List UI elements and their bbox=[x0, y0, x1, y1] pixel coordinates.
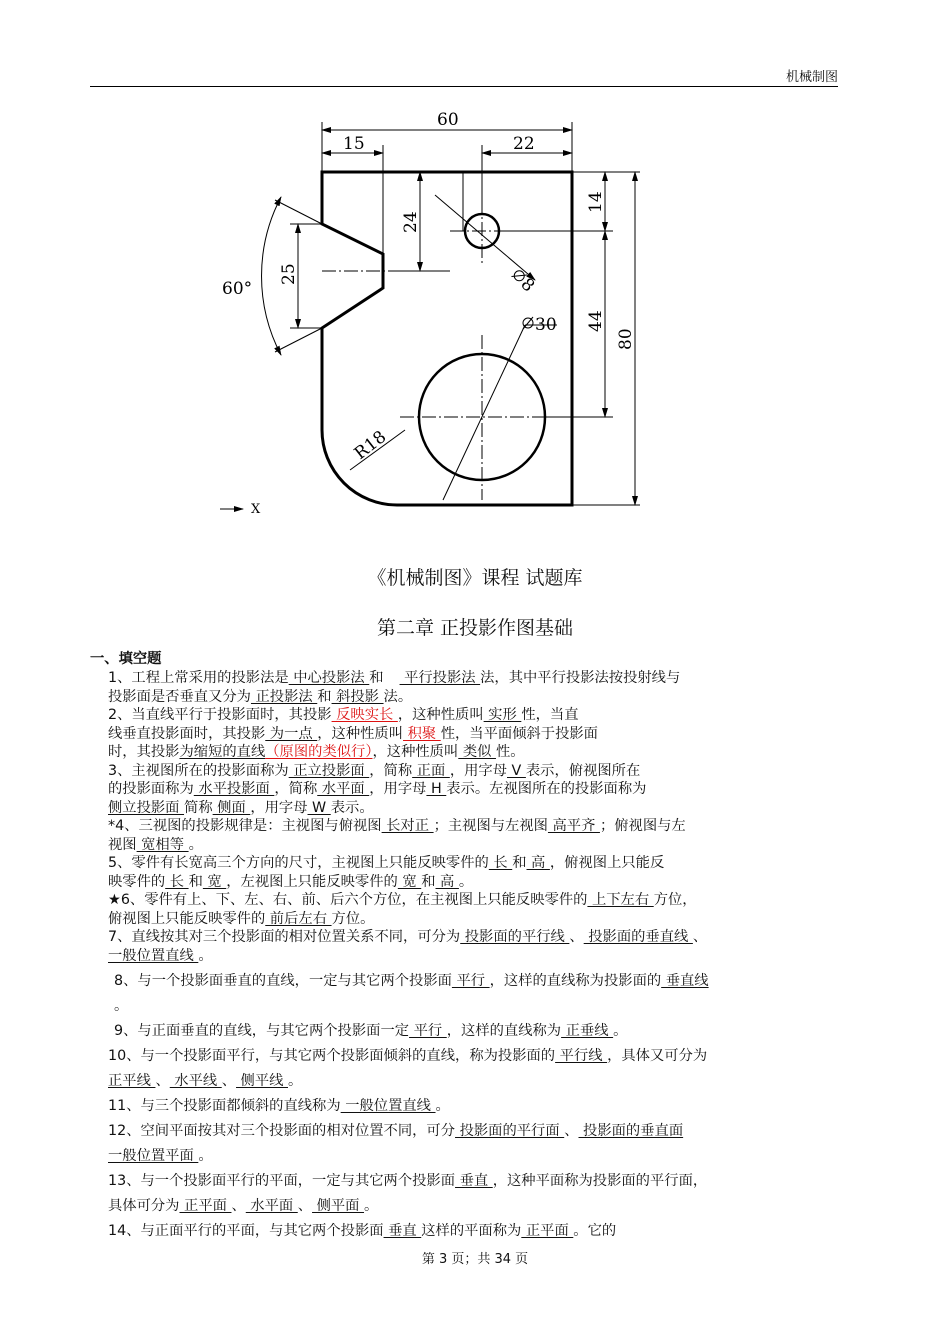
blank: 正立投影面 bbox=[288, 762, 370, 779]
blank: 宽 bbox=[397, 873, 422, 890]
leader-dia8 bbox=[435, 195, 535, 280]
blank: 高 bbox=[526, 855, 550, 871]
question-6: ★6、零件有上、下、左、右、前、后六个方位，在主视图上只能反映零件的 上下左右 方位， 俯视图上只能反映零件的 前后左右 方位。 bbox=[108, 892, 697, 927]
question-3: 3、主视图所在的投影面称为 正立投影面 ，简称 正面 ，用字母 V 表示，俯视图所在 的投影面称为 水平投影面 ，简称 水平面 ，用字母 H 表示。左视图所在的投影面称为 侧立投影面 简称 侧面 ，用字母 W 表示。 bbox=[108, 762, 647, 816]
blank: 斜投影 bbox=[331, 688, 384, 705]
blank: 宽相等 bbox=[136, 836, 189, 853]
blank: 长 bbox=[165, 873, 189, 890]
blank: 上下左右 bbox=[587, 892, 654, 908]
blank: 侧面 bbox=[212, 799, 251, 816]
blank: 正平面 bbox=[521, 1223, 574, 1239]
blank: 类似 bbox=[458, 744, 496, 760]
header-title: 机械制图 bbox=[785, 70, 838, 85]
question-2: 2、当直线平行于投影面时，其投影 反映实长 ，这种性质叫 实形 性，当直 线垂直投影面时，其投影 为一点 ，这种性质叫 积聚 性，当平面倾斜于投影面 时，其投影为缩短的直线（原图的类似行），这种性质叫 类似 性。 bbox=[108, 707, 598, 760]
blank: 一般位置直线 bbox=[340, 1098, 436, 1114]
blank: 长 bbox=[488, 855, 513, 871]
blank: 水平投影面 bbox=[193, 781, 275, 797]
blank: 平行 bbox=[409, 1023, 447, 1039]
technical-drawing bbox=[195, 100, 675, 530]
blank: 投影面的垂直线 bbox=[583, 929, 693, 945]
blank: （原图的类似行） bbox=[265, 744, 373, 760]
blank: 实形 bbox=[483, 707, 522, 723]
blank: 投影面的平行线 bbox=[460, 929, 570, 945]
blank: 一般位置平面 bbox=[108, 1148, 199, 1164]
blank: 正垂线 bbox=[561, 1023, 614, 1039]
blank: 平行投影法 bbox=[399, 670, 481, 686]
dim-80-text: 80 bbox=[616, 328, 636, 350]
blank: 前后左右 bbox=[265, 910, 332, 927]
blank: 垂直 bbox=[455, 1173, 493, 1189]
question-5: 5、零件有长宽高三个方向的尺寸，主视图上只能反映零件的 长 和 高 ，俯视图上只能反 映零件的 长 和 宽 ，左视图上只能反映零件的 宽 和 高 。 bbox=[108, 855, 665, 890]
blank: 高 bbox=[435, 873, 459, 890]
blank: 平行线 bbox=[555, 1048, 608, 1064]
question-8: 8、与一个投影面垂直的直线，一定与其它两个投影面 平行 ，这样的直线称为投影面的 垂直线 。 bbox=[114, 973, 709, 1014]
axis-x-label: X bbox=[251, 502, 261, 517]
dim-dia8-text: 8 bbox=[516, 274, 539, 297]
chapter-title: 第二章 正投影作图基础 bbox=[376, 617, 574, 639]
blank: 正面 bbox=[412, 762, 450, 779]
page-footer: 第 3 页；共 34 页 bbox=[421, 1252, 529, 1267]
blank: 高平齐 bbox=[547, 818, 600, 834]
blank: 积聚 bbox=[403, 725, 441, 742]
blank: 平行 bbox=[451, 973, 490, 989]
blank: 垂直线 bbox=[661, 973, 709, 989]
dim-60deg-text: 60° bbox=[222, 279, 253, 299]
blank: 正投影法 bbox=[250, 688, 318, 705]
blank: 侧平线 bbox=[236, 1073, 288, 1089]
blank: 正平面 bbox=[179, 1198, 232, 1214]
dim-dia30-text: 30 bbox=[535, 315, 557, 335]
blank: 垂直 bbox=[383, 1223, 422, 1239]
blank: 正平线 bbox=[108, 1073, 156, 1089]
blank: 宽 bbox=[202, 873, 227, 890]
blank: 长对正 bbox=[381, 818, 434, 834]
question-4: *4、三视图的投影规律是：主视图与俯视图 长对正 ；主视图与左视图 高平齐 ；俯视图与左 视图 宽相等 。 bbox=[108, 818, 686, 853]
blank: 侧平面 bbox=[312, 1198, 365, 1214]
blank: 侧立投影面 bbox=[108, 799, 185, 816]
question-9: 9、与正面垂直的直线，与其它两个投影面一定 平行 ，这样的直线称为 正垂线 。 bbox=[114, 1023, 628, 1039]
question-14: 14、与正面平行的平面，与其它两个投影面 垂直 这样的平面称为 正平面 。它的 bbox=[108, 1223, 617, 1239]
dim-22-text: 22 bbox=[513, 134, 535, 154]
question-1: 1、工程上常采用的投影法是 中心投影法 和 平行投影法 法，其中平行投影法按投射线与 投影面是否垂直又分为 正投影法 和 斜投影 法。 bbox=[108, 670, 681, 705]
blank: V bbox=[507, 762, 526, 779]
dim-44-text: 44 bbox=[586, 310, 606, 332]
dim-15-text: 15 bbox=[343, 134, 365, 154]
question-13: 13、与一个投影面平行的平面，一定与其它两个投影面 垂直 ，这种平面称为投影面的平行面， 具体可分为 正平面 、 水平面 、 侧平面 。 bbox=[108, 1173, 708, 1214]
blank: 一般位置直线 bbox=[108, 947, 199, 964]
blank: W bbox=[307, 799, 331, 816]
question-12: 12、空间平面按其对三个投影面的相对位置不同，可分 投影面的平行面 、 投影面的垂直面 一般位置平面 。 bbox=[108, 1123, 684, 1164]
blank: 水平线 bbox=[169, 1073, 222, 1089]
dim-25-text: 25 bbox=[279, 263, 299, 285]
blank: 水平面 bbox=[317, 781, 370, 797]
dim-r18-text: R18 bbox=[350, 426, 391, 464]
question-11: 11、与三个投影面都倾斜的直线称为 一般位置直线 。 bbox=[108, 1098, 450, 1114]
dim-14-text: 14 bbox=[586, 191, 606, 213]
page-header bbox=[90, 60, 838, 87]
dim-24-text: 24 bbox=[401, 211, 421, 233]
section-title: 一、填空题 bbox=[90, 651, 162, 667]
blank: H bbox=[426, 781, 447, 797]
blank: 水平面 bbox=[245, 1198, 298, 1214]
blank: 中心投影法 bbox=[288, 670, 370, 686]
blank: 投影面的平行面 bbox=[455, 1123, 565, 1139]
leader-dia30 bbox=[443, 325, 525, 500]
dim-60-text: 60 bbox=[437, 110, 459, 130]
blank: 为缩短的直线 bbox=[179, 744, 266, 760]
blank: 为一点 bbox=[265, 725, 318, 742]
blank: 反映实长 bbox=[331, 707, 398, 723]
question-10: 10、与一个投影面平行，与其它两个投影面倾斜的直线，称为投影面的 平行线 ，具体又可分为 正平线 、 水平线 、 侧平线 。 bbox=[108, 1048, 708, 1089]
question-list bbox=[90, 650, 840, 1244]
course-title: 《机械制图》课程 试题库 bbox=[367, 567, 583, 589]
question-7: 7、直线按其对三个投影面的相对位置关系不同，可分为 投影面的平行线 、 投影面的垂直线 、 一般位置直线 。 bbox=[108, 929, 708, 964]
blank: 投影面的垂直面 bbox=[578, 1123, 684, 1139]
